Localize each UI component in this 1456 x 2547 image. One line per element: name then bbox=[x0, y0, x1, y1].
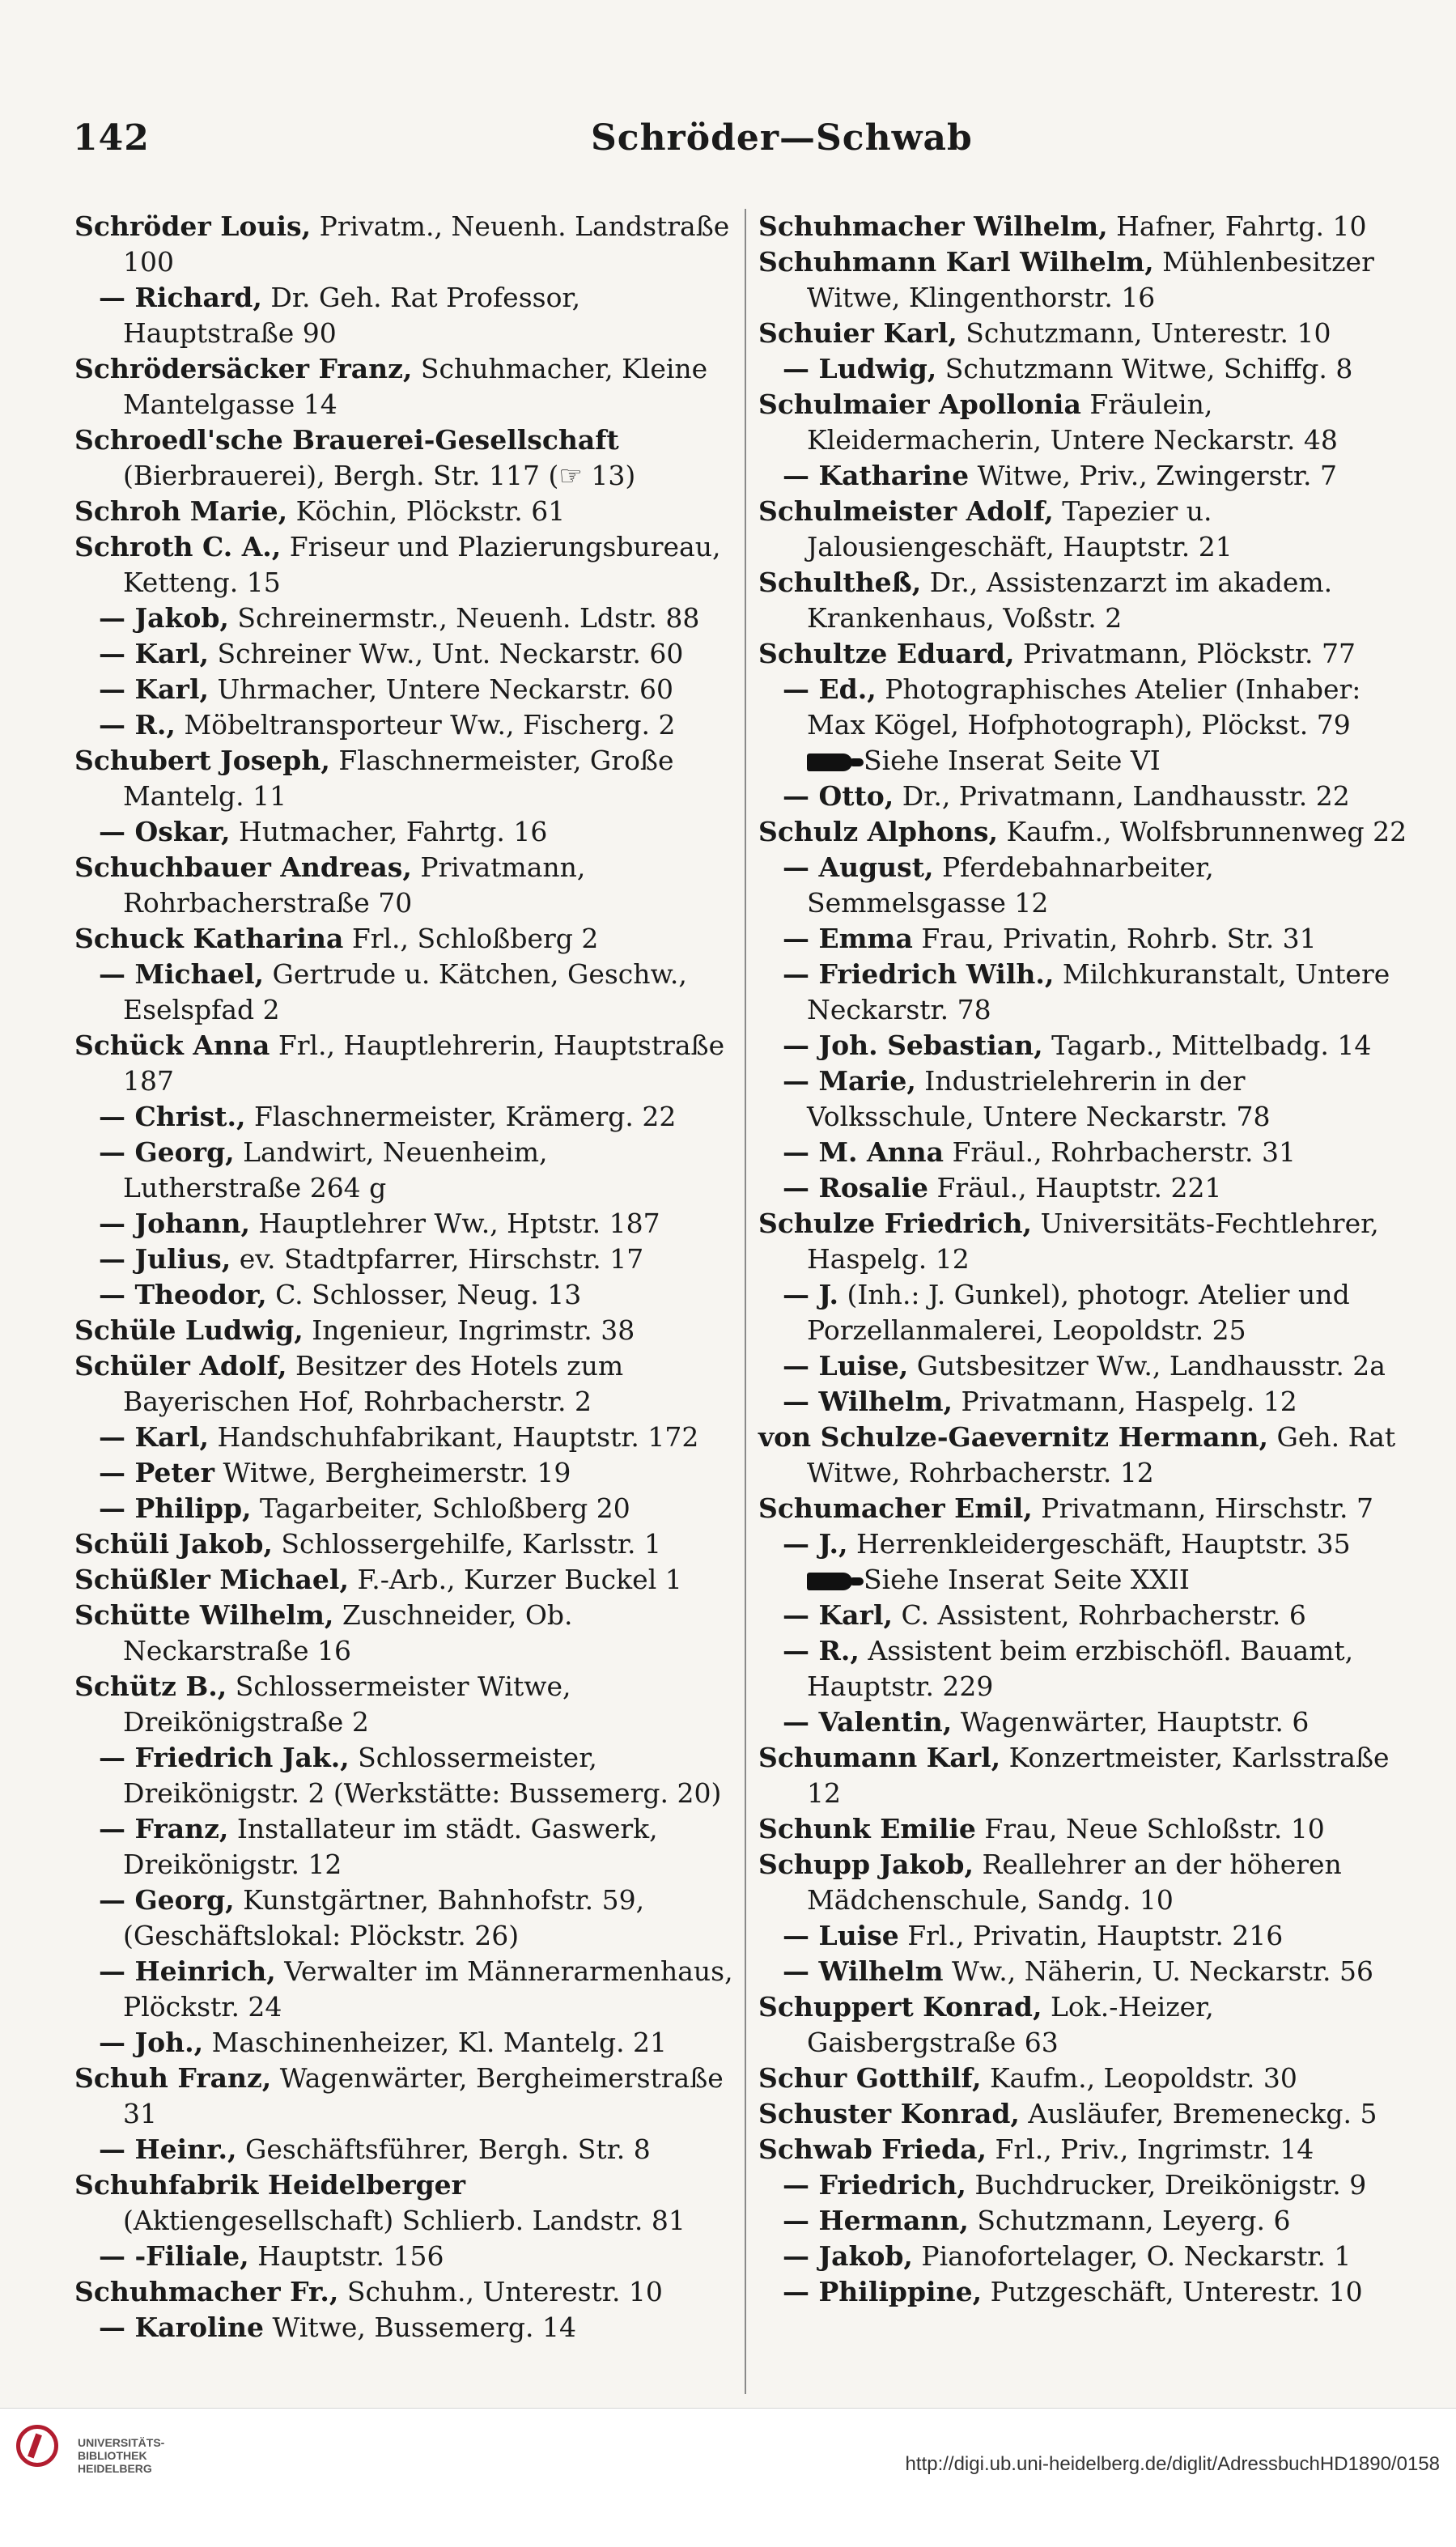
entry-name: Schroh Marie, bbox=[74, 495, 288, 527]
entry-details: Assistent beim erzbischöfl. Bauamt, Hauptstr. 229 bbox=[807, 1635, 1354, 1702]
directory-entry bbox=[758, 244, 1418, 316]
entry-name: — Franz, bbox=[99, 1813, 229, 1844]
library-name-line: BIBLIOTHEK bbox=[78, 2449, 147, 2462]
entry-name: — Heinr., bbox=[99, 2133, 237, 2165]
entry-name: — Ed., bbox=[783, 673, 877, 705]
directory-entry bbox=[758, 1954, 1418, 1989]
directory-entry bbox=[74, 2061, 734, 2132]
entry-name: Schulmaier Apollonia bbox=[758, 388, 1081, 420]
entry-name: Schultze Eduard, bbox=[758, 638, 1015, 669]
entry-name: — Peter bbox=[99, 1457, 215, 1488]
entry-details: Frl., Schloßberg 2 bbox=[343, 923, 599, 954]
entry-details: Mühlenbesitzer Witwe, Klingenthorstr. 16 bbox=[807, 246, 1374, 313]
directory-entry bbox=[758, 316, 1418, 351]
directory-entry bbox=[758, 672, 1418, 743]
entry-name: — Friedrich, bbox=[783, 2169, 966, 2201]
directory-entry bbox=[758, 2132, 1418, 2167]
entry-details: Ww., Näherin, U. Neckarstr. 56 bbox=[943, 1955, 1373, 1987]
entry-details: Pferdebahnarbeiter, Semmelsgasse 12 bbox=[807, 851, 1214, 919]
entry-details: Köchin, Plöckstr. 61 bbox=[287, 495, 566, 527]
entry-name: — Marie, bbox=[783, 1065, 916, 1097]
directory-entry bbox=[758, 1206, 1418, 1277]
directory-entry bbox=[758, 850, 1418, 921]
entry-details: Industrielehrerin in der Volksschule, Untere Neckarstr. 78 bbox=[807, 1065, 1271, 1132]
directory-entry bbox=[758, 1170, 1418, 1206]
left-column bbox=[74, 209, 734, 2345]
entry-details: Hauptlehrer Ww., Hptstr. 187 bbox=[249, 1208, 660, 1239]
entry-details: Installateur im städt. Gaswerk, Dreikönigstr. 12 bbox=[123, 1813, 658, 1880]
page-header bbox=[73, 117, 1319, 174]
entry-details: Tapezier u. Jalousiengeschäft, Hauptstr. 21 bbox=[807, 495, 1233, 562]
entry-details: Landwirt, Neuenheim, Lutherstraße 264 g bbox=[123, 1136, 548, 1203]
entry-name: — Johann, bbox=[99, 1208, 250, 1239]
entry-name: — Oskar, bbox=[99, 816, 231, 847]
directory-entry bbox=[758, 2167, 1418, 2203]
entry-name: — Emma bbox=[783, 923, 913, 954]
directory-entry bbox=[74, 2025, 734, 2061]
entry-name: Schütz B., bbox=[74, 1670, 227, 1702]
directory-entry bbox=[74, 1883, 734, 1954]
entry-name: — Karoline bbox=[99, 2311, 265, 2343]
directory-entry bbox=[758, 2274, 1418, 2310]
entry-name: — J. bbox=[783, 1279, 839, 1310]
entry-name: — Michael, bbox=[99, 958, 265, 990]
entry-details: Schuhmacher, Kleine Mantelgasse 14 bbox=[123, 353, 708, 420]
directory-entry bbox=[758, 1135, 1418, 1170]
directory-entry bbox=[758, 387, 1418, 458]
directory-entry bbox=[758, 1918, 1418, 1954]
directory-entry bbox=[758, 1348, 1418, 1384]
entry-details: Möbeltransporteur Ww., Fischerg. 2 bbox=[175, 709, 676, 741]
entry-details: Frl., Privatin, Hauptstr. 216 bbox=[898, 1920, 1284, 1951]
entry-name: — Katharine bbox=[783, 460, 970, 491]
entry-name: — Otto, bbox=[783, 780, 894, 812]
entry-name: — J., bbox=[783, 1528, 848, 1560]
directory-columns bbox=[74, 209, 1407, 2394]
directory-entry bbox=[74, 351, 734, 422]
directory-entry bbox=[758, 1491, 1418, 1526]
library-footer bbox=[0, 2408, 1456, 2547]
directory-entry bbox=[758, 1633, 1418, 1704]
entry-name: — Theodor, bbox=[99, 1279, 267, 1310]
entry-name: — -Filiale, bbox=[99, 2240, 249, 2272]
directory-entry bbox=[74, 1242, 734, 1277]
entry-details: Fräul., Hauptstr. 221 bbox=[928, 1172, 1222, 1203]
entry-details: Hutmacher, Fahrtg. 16 bbox=[230, 816, 548, 847]
entry-details: Schutzmann Witwe, Schiffg. 8 bbox=[936, 353, 1353, 384]
directory-entry bbox=[74, 494, 734, 529]
directory-entry bbox=[74, 743, 734, 814]
entry-name: Schüli Jakob, bbox=[74, 1528, 273, 1560]
entry-details: Uhrmacher, Untere Neckarstr. 60 bbox=[208, 673, 673, 705]
entry-name: Schroedl'sche Brauerei-Gesellschaft bbox=[74, 424, 619, 456]
entry-details: Schreiner Ww., Unt. Neckarstr. 60 bbox=[208, 638, 684, 669]
directory-entry bbox=[74, 850, 734, 921]
entry-details: Ausläufer, Bremeneckg. 5 bbox=[1019, 2098, 1377, 2129]
entry-details: Schlossergehilfe, Karlsstr. 1 bbox=[272, 1528, 661, 1560]
entry-details: Schlossermeister Witwe, Dreikönigstraße 2 bbox=[123, 1670, 571, 1738]
entry-name: — Philipp, bbox=[99, 1492, 252, 1524]
entry-details: Kunstgärtner, Bahnhofstr. 59, (Geschäftslokal: Plöckstr. 26) bbox=[123, 1884, 645, 1951]
entry-details: Milchkuranstalt, Untere Neckarstr. 78 bbox=[807, 958, 1390, 1025]
entry-name: — Karl, bbox=[99, 673, 209, 705]
library-name bbox=[78, 2436, 164, 2475]
directory-entry bbox=[758, 1811, 1418, 1847]
entry-details: Dr. Geh. Rat Professor, Hauptstraße 90 bbox=[123, 282, 581, 349]
entry-details: Flaschnermeister, Krämerg. 22 bbox=[245, 1101, 677, 1132]
directory-entry bbox=[74, 209, 734, 280]
entry-details: ev. Stadtpfarrer, Hirschstr. 17 bbox=[231, 1243, 644, 1275]
directory-entry bbox=[74, 921, 734, 957]
entry-name: von Schulze-Gaevernitz Hermann, bbox=[758, 1421, 1268, 1453]
directory-entry bbox=[758, 1847, 1418, 1918]
entry-name: — Joh. Sebastian, bbox=[783, 1029, 1043, 1061]
entry-details: Gutsbesitzer Ww., Landhausstr. 2a bbox=[908, 1350, 1386, 1382]
entry-details: Friseur und Plazierungsbureau, Ketteng. 15 bbox=[123, 531, 721, 598]
directory-entry bbox=[74, 636, 734, 672]
entry-details: F.-Arb., Kurzer Buckel 1 bbox=[348, 1564, 682, 1595]
entry-details: Witwe, Bergheimerstr. 19 bbox=[214, 1457, 571, 1488]
entry-name: — Joh., bbox=[99, 2027, 204, 2058]
entry-name: Schuppert Konrad, bbox=[758, 1991, 1042, 2023]
entry-name: Schulz Alphons, bbox=[758, 816, 998, 847]
directory-entry bbox=[74, 1669, 734, 1740]
directory-entry bbox=[74, 1526, 734, 1562]
entry-details: Schuhm., Unterestr. 10 bbox=[338, 2276, 663, 2307]
directory-entry bbox=[74, 2274, 734, 2310]
entry-name: — Jakob, bbox=[99, 602, 229, 634]
entry-name: Schumacher Emil, bbox=[758, 1492, 1033, 1524]
entry-details: Schlossermeister, Dreikönigstr. 2 (Werkstätte: Bussemerg. 20) bbox=[123, 1742, 722, 1809]
directory-entry bbox=[758, 2061, 1418, 2096]
entry-name: — Christ., bbox=[99, 1101, 246, 1132]
directory-entry bbox=[758, 1028, 1418, 1063]
directory-entry bbox=[74, 1028, 734, 1099]
inserat-reference bbox=[758, 1562, 1418, 1598]
entry-name: — Georg, bbox=[99, 1136, 235, 1168]
entry-details: Schreinermstr., Neuenh. Ldstr. 88 bbox=[228, 602, 700, 634]
directory-entry bbox=[758, 921, 1418, 957]
entry-name: Schüler Adolf, bbox=[74, 1350, 287, 1382]
directory-entry bbox=[758, 1277, 1418, 1348]
entry-name: Schuhmann Karl Wilhelm, bbox=[758, 246, 1154, 278]
directory-entry bbox=[74, 1954, 734, 2025]
entry-name: — Richard, bbox=[99, 282, 262, 313]
directory-entry bbox=[74, 2239, 734, 2274]
entry-name: — Friedrich Jak., bbox=[99, 1742, 350, 1773]
entry-name: — Karl, bbox=[99, 1421, 209, 1453]
entry-name: Schupp Jakob, bbox=[758, 1849, 974, 1880]
entry-name: — Wilhelm bbox=[783, 1955, 944, 1987]
entry-details: Hafner, Fahrtg. 10 bbox=[1107, 210, 1367, 242]
directory-entry bbox=[74, 1491, 734, 1526]
entry-name: Schulmeister Adolf, bbox=[758, 495, 1054, 527]
entry-name: — Luise, bbox=[783, 1350, 909, 1382]
entry-name: — Luise bbox=[783, 1920, 899, 1951]
entry-details: Tagarbeiter, Schloßberg 20 bbox=[251, 1492, 630, 1524]
running-head: Schröder—Schwab bbox=[591, 117, 973, 159]
entry-details: Kaufm., Wolfsbrunnenweg 22 bbox=[997, 816, 1407, 847]
entry-details: C. Schlosser, Neug. 13 bbox=[266, 1279, 582, 1310]
entry-name: Schuier Karl, bbox=[758, 317, 957, 349]
directory-entry bbox=[74, 1420, 734, 1455]
entry-name: Schunk Emilie bbox=[758, 1813, 976, 1844]
entry-details: Pianofortelager, O. Neckarstr. 1 bbox=[912, 2240, 1352, 2272]
entry-name: Schück Anna bbox=[74, 1029, 270, 1061]
entry-details: Tagarb., Mittelbadg. 14 bbox=[1042, 1029, 1372, 1061]
entry-details: Schutzmann, Unterestr. 10 bbox=[957, 317, 1331, 349]
entry-details: Kaufm., Leopoldstr. 30 bbox=[981, 2062, 1297, 2094]
pointing-hand-icon bbox=[807, 753, 852, 771]
entry-name: Schuh Franz, bbox=[74, 2062, 272, 2094]
entry-details: Flaschnermeister, Große Mantelg. 11 bbox=[123, 745, 674, 812]
entry-details: Frl., Hauptlehrerin, Hauptstraße 187 bbox=[123, 1029, 725, 1097]
entry-details: Verwalter im Männerarmenhaus, Plöckstr. 24 bbox=[123, 1955, 733, 2023]
inserat-reference bbox=[758, 743, 1418, 779]
entry-details: C. Assistent, Rohrbacherstr. 6 bbox=[892, 1599, 1306, 1631]
entry-details: Wagenwärter, Bergheimerstraße 31 bbox=[123, 2062, 724, 2129]
library-name-line: UNIVERSITÄTS- bbox=[78, 2436, 165, 2449]
entry-name: — Julius, bbox=[99, 1243, 231, 1275]
entry-details: Fräul., Rohrbacherstr. 31 bbox=[943, 1136, 1296, 1168]
directory-entry bbox=[74, 2132, 734, 2167]
entry-name: — Heinrich, bbox=[99, 1955, 276, 1987]
entry-details: Hauptstr. 156 bbox=[248, 2240, 444, 2272]
entry-details: Frl., Priv., Ingrimstr. 14 bbox=[986, 2133, 1314, 2165]
directory-entry bbox=[74, 1313, 734, 1348]
entry-details: Privatmann, Rohrbacherstraße 70 bbox=[123, 851, 586, 919]
directory-entry bbox=[758, 209, 1418, 244]
permalink-url[interactable]: http://digi.ub.uni-heidelberg.de/diglit/AdressbuchHD1890/0158 bbox=[905, 2453, 1440, 2475]
entry-details: Geschäftsführer, Bergh. Str. 8 bbox=[236, 2133, 651, 2165]
entry-details: Handschuhfabrikant, Hauptstr. 172 bbox=[208, 1421, 699, 1453]
directory-entry bbox=[74, 814, 734, 850]
entry-details: Konzertmeister, Karlsstraße 12 bbox=[807, 1742, 1390, 1809]
entry-details: Geh. Rat Witwe, Rohrbacherstr. 12 bbox=[807, 1421, 1396, 1488]
directory-entry bbox=[74, 957, 734, 1028]
entry-details: Zuschneider, Ob. Neckarstraße 16 bbox=[123, 1599, 573, 1666]
entry-name: Schur Gotthilf, bbox=[758, 2062, 982, 2094]
directory-entry bbox=[758, 1420, 1418, 1491]
directory-entry bbox=[758, 458, 1418, 494]
entry-details: Reallehrer an der höheren Mädchenschule, Sandg. 10 bbox=[807, 1849, 1342, 1916]
entry-name: Schüßler Michael, bbox=[74, 1564, 349, 1595]
directory-entry bbox=[74, 1099, 734, 1135]
entry-details: Lok.-Heizer, Gaisbergstraße 63 bbox=[807, 1991, 1214, 2058]
entry-details: Privatmann, Hirschstr. 7 bbox=[1032, 1492, 1373, 1524]
library-name-line: HEIDELBERG bbox=[78, 2462, 152, 2475]
directory-entry bbox=[758, 2239, 1418, 2274]
entry-name: Schwab Frieda, bbox=[758, 2133, 987, 2165]
entry-name: Schumann Karl, bbox=[758, 1742, 1001, 1773]
entry-name: Schuhmacher Fr., bbox=[74, 2276, 339, 2307]
entry-details: Putzgeschäft, Unterestr. 10 bbox=[982, 2276, 1363, 2307]
entry-name: — R., bbox=[99, 709, 176, 741]
directory-entry bbox=[758, 957, 1418, 1028]
entry-details: Privatmann, Haspelg. 12 bbox=[952, 1386, 1297, 1417]
directory-entry bbox=[74, 707, 734, 743]
entry-name: — Ludwig, bbox=[783, 353, 937, 384]
entry-name: — R., bbox=[783, 1635, 860, 1666]
directory-entry bbox=[758, 1704, 1418, 1740]
entry-details: Ingenieur, Ingrimstr. 38 bbox=[303, 1314, 635, 1346]
entry-name: Schütte Wilhelm, bbox=[74, 1599, 334, 1631]
entry-details: Privatm., Neuenh. Landstraße 100 bbox=[123, 210, 730, 278]
directory-entry bbox=[74, 529, 734, 601]
entry-name: Schulze Friedrich, bbox=[758, 1208, 1033, 1239]
entry-details: Wagenwärter, Hauptstr. 6 bbox=[952, 1706, 1310, 1738]
directory-entry bbox=[74, 1598, 734, 1669]
page-number: 142 bbox=[73, 117, 150, 159]
entry-name: Schröder Louis, bbox=[74, 210, 312, 242]
directory-entry bbox=[758, 1740, 1418, 1811]
directory-entry bbox=[758, 814, 1418, 850]
entry-details: Herrenkleidergeschäft, Hauptstr. 35 bbox=[847, 1528, 1351, 1560]
entry-name: Schrödersäcker Franz, bbox=[74, 353, 413, 384]
entry-name: Schuster Konrad, bbox=[758, 2098, 1020, 2129]
entry-name: Schüle Ludwig, bbox=[74, 1314, 304, 1346]
directory-entry bbox=[74, 1348, 734, 1420]
directory-entry bbox=[758, 2203, 1418, 2239]
entry-details: Fräulein, Kleidermacherin, Untere Neckarstr. 48 bbox=[807, 388, 1338, 456]
entry-details: Siehe Inserat Seite VI bbox=[864, 745, 1161, 776]
entry-details: Maschinenheizer, Kl. Mantelg. 21 bbox=[203, 2027, 668, 2058]
entry-details: Witwe, Priv., Zwingerstr. 7 bbox=[969, 460, 1337, 491]
entry-details: Universitäts-Fechtlehrer, Haspelg. 12 bbox=[807, 1208, 1379, 1275]
entry-details: (Inh.: J. Gunkel), photogr. Atelier und Porzellanmalerei, Leopoldstr. 25 bbox=[807, 1279, 1350, 1346]
entry-name: Schultheß, bbox=[758, 567, 922, 598]
entry-name: Schuhmacher Wilhelm, bbox=[758, 210, 1108, 242]
right-column bbox=[758, 209, 1418, 2310]
directory-entry bbox=[74, 2310, 734, 2345]
entry-details: Schutzmann, Leyerg. 6 bbox=[968, 2205, 1291, 2236]
entry-name: — Rosalie bbox=[783, 1172, 928, 1203]
directory-entry bbox=[74, 280, 734, 351]
directory-entry bbox=[74, 422, 734, 494]
directory-entry bbox=[74, 1277, 734, 1313]
directory-entry bbox=[758, 351, 1418, 387]
entry-name: — Karl, bbox=[99, 638, 209, 669]
entry-details: Gertrude u. Kätchen, Geschw., Eselspfad 2 bbox=[123, 958, 687, 1025]
library-logo-icon bbox=[16, 2425, 58, 2467]
entry-details: (Bierbrauerei), Bergh. Str. 117 (☞ 13) bbox=[123, 460, 636, 491]
entry-details: Witwe, Bussemerg. 14 bbox=[264, 2311, 577, 2343]
entry-details: Privatmann, Plöckstr. 77 bbox=[1014, 638, 1356, 669]
entry-name: — Karl, bbox=[783, 1599, 893, 1631]
directory-entry bbox=[74, 1740, 734, 1811]
entry-name: Schuchbauer Andreas, bbox=[74, 851, 412, 883]
entry-details: Photographisches Atelier (Inhaber: Max Kögel, Hofphotograph), Plöckst. 79 bbox=[807, 673, 1361, 741]
entry-name: Schubert Joseph, bbox=[74, 745, 330, 776]
entry-name: — Valentin, bbox=[783, 1706, 953, 1738]
directory-entry bbox=[74, 672, 734, 707]
column-divider bbox=[745, 209, 746, 2394]
entry-name: — Jakob, bbox=[783, 2240, 913, 2272]
directory-entry bbox=[74, 1135, 734, 1206]
entry-details: Frau, Neue Schloßstr. 10 bbox=[975, 1813, 1325, 1844]
directory-entry bbox=[758, 2096, 1418, 2132]
entry-name: Schuck Katharina bbox=[74, 923, 344, 954]
directory-entry bbox=[74, 1455, 734, 1491]
directory-entry bbox=[74, 1206, 734, 1242]
entry-details: Siehe Inserat Seite XXII bbox=[864, 1564, 1190, 1595]
entry-name: — M. Anna bbox=[783, 1136, 944, 1168]
entry-details: Buchdrucker, Dreikönigstr. 9 bbox=[966, 2169, 1367, 2201]
entry-name: Schroth C. A., bbox=[74, 531, 282, 562]
directory-entry bbox=[758, 1989, 1418, 2061]
entry-name: — Hermann, bbox=[783, 2205, 969, 2236]
directory-entry bbox=[758, 636, 1418, 672]
entry-name: — Philippine, bbox=[783, 2276, 983, 2307]
entry-details: Dr., Privatmann, Landhausstr. 22 bbox=[894, 780, 1350, 812]
entry-name: — Georg, bbox=[99, 1884, 235, 1916]
directory-entry bbox=[74, 601, 734, 636]
entry-details: (Aktiengesellschaft) Schlierb. Landstr. 81 bbox=[123, 2205, 686, 2236]
entry-name: — August, bbox=[783, 851, 934, 883]
directory-entry bbox=[758, 779, 1418, 814]
directory-entry bbox=[758, 1598, 1418, 1633]
entry-name: — Friedrich Wilh., bbox=[783, 958, 1055, 990]
pointing-hand-icon bbox=[807, 1573, 852, 1590]
entry-name: Schuhfabrik Heidelberger bbox=[74, 2169, 466, 2201]
entry-details: Besitzer des Hotels zum Bayerischen Hof, Rohrbacherstr. 2 bbox=[123, 1350, 624, 1417]
directory-entry bbox=[758, 1063, 1418, 1135]
entry-details: Frau, Privatin, Rohrb. Str. 31 bbox=[912, 923, 1317, 954]
directory-entry bbox=[758, 1526, 1418, 1562]
directory-entry bbox=[758, 494, 1418, 565]
entry-name: — Wilhelm, bbox=[783, 1386, 953, 1417]
directory-entry bbox=[74, 1562, 734, 1598]
directory-entry bbox=[74, 2167, 734, 2239]
directory-entry bbox=[758, 565, 1418, 636]
directory-entry bbox=[758, 1384, 1418, 1420]
directory-entry bbox=[74, 1811, 734, 1883]
entry-details: Dr., Assistenzarzt im akadem. Krankenhaus, Voßstr. 2 bbox=[807, 567, 1333, 634]
